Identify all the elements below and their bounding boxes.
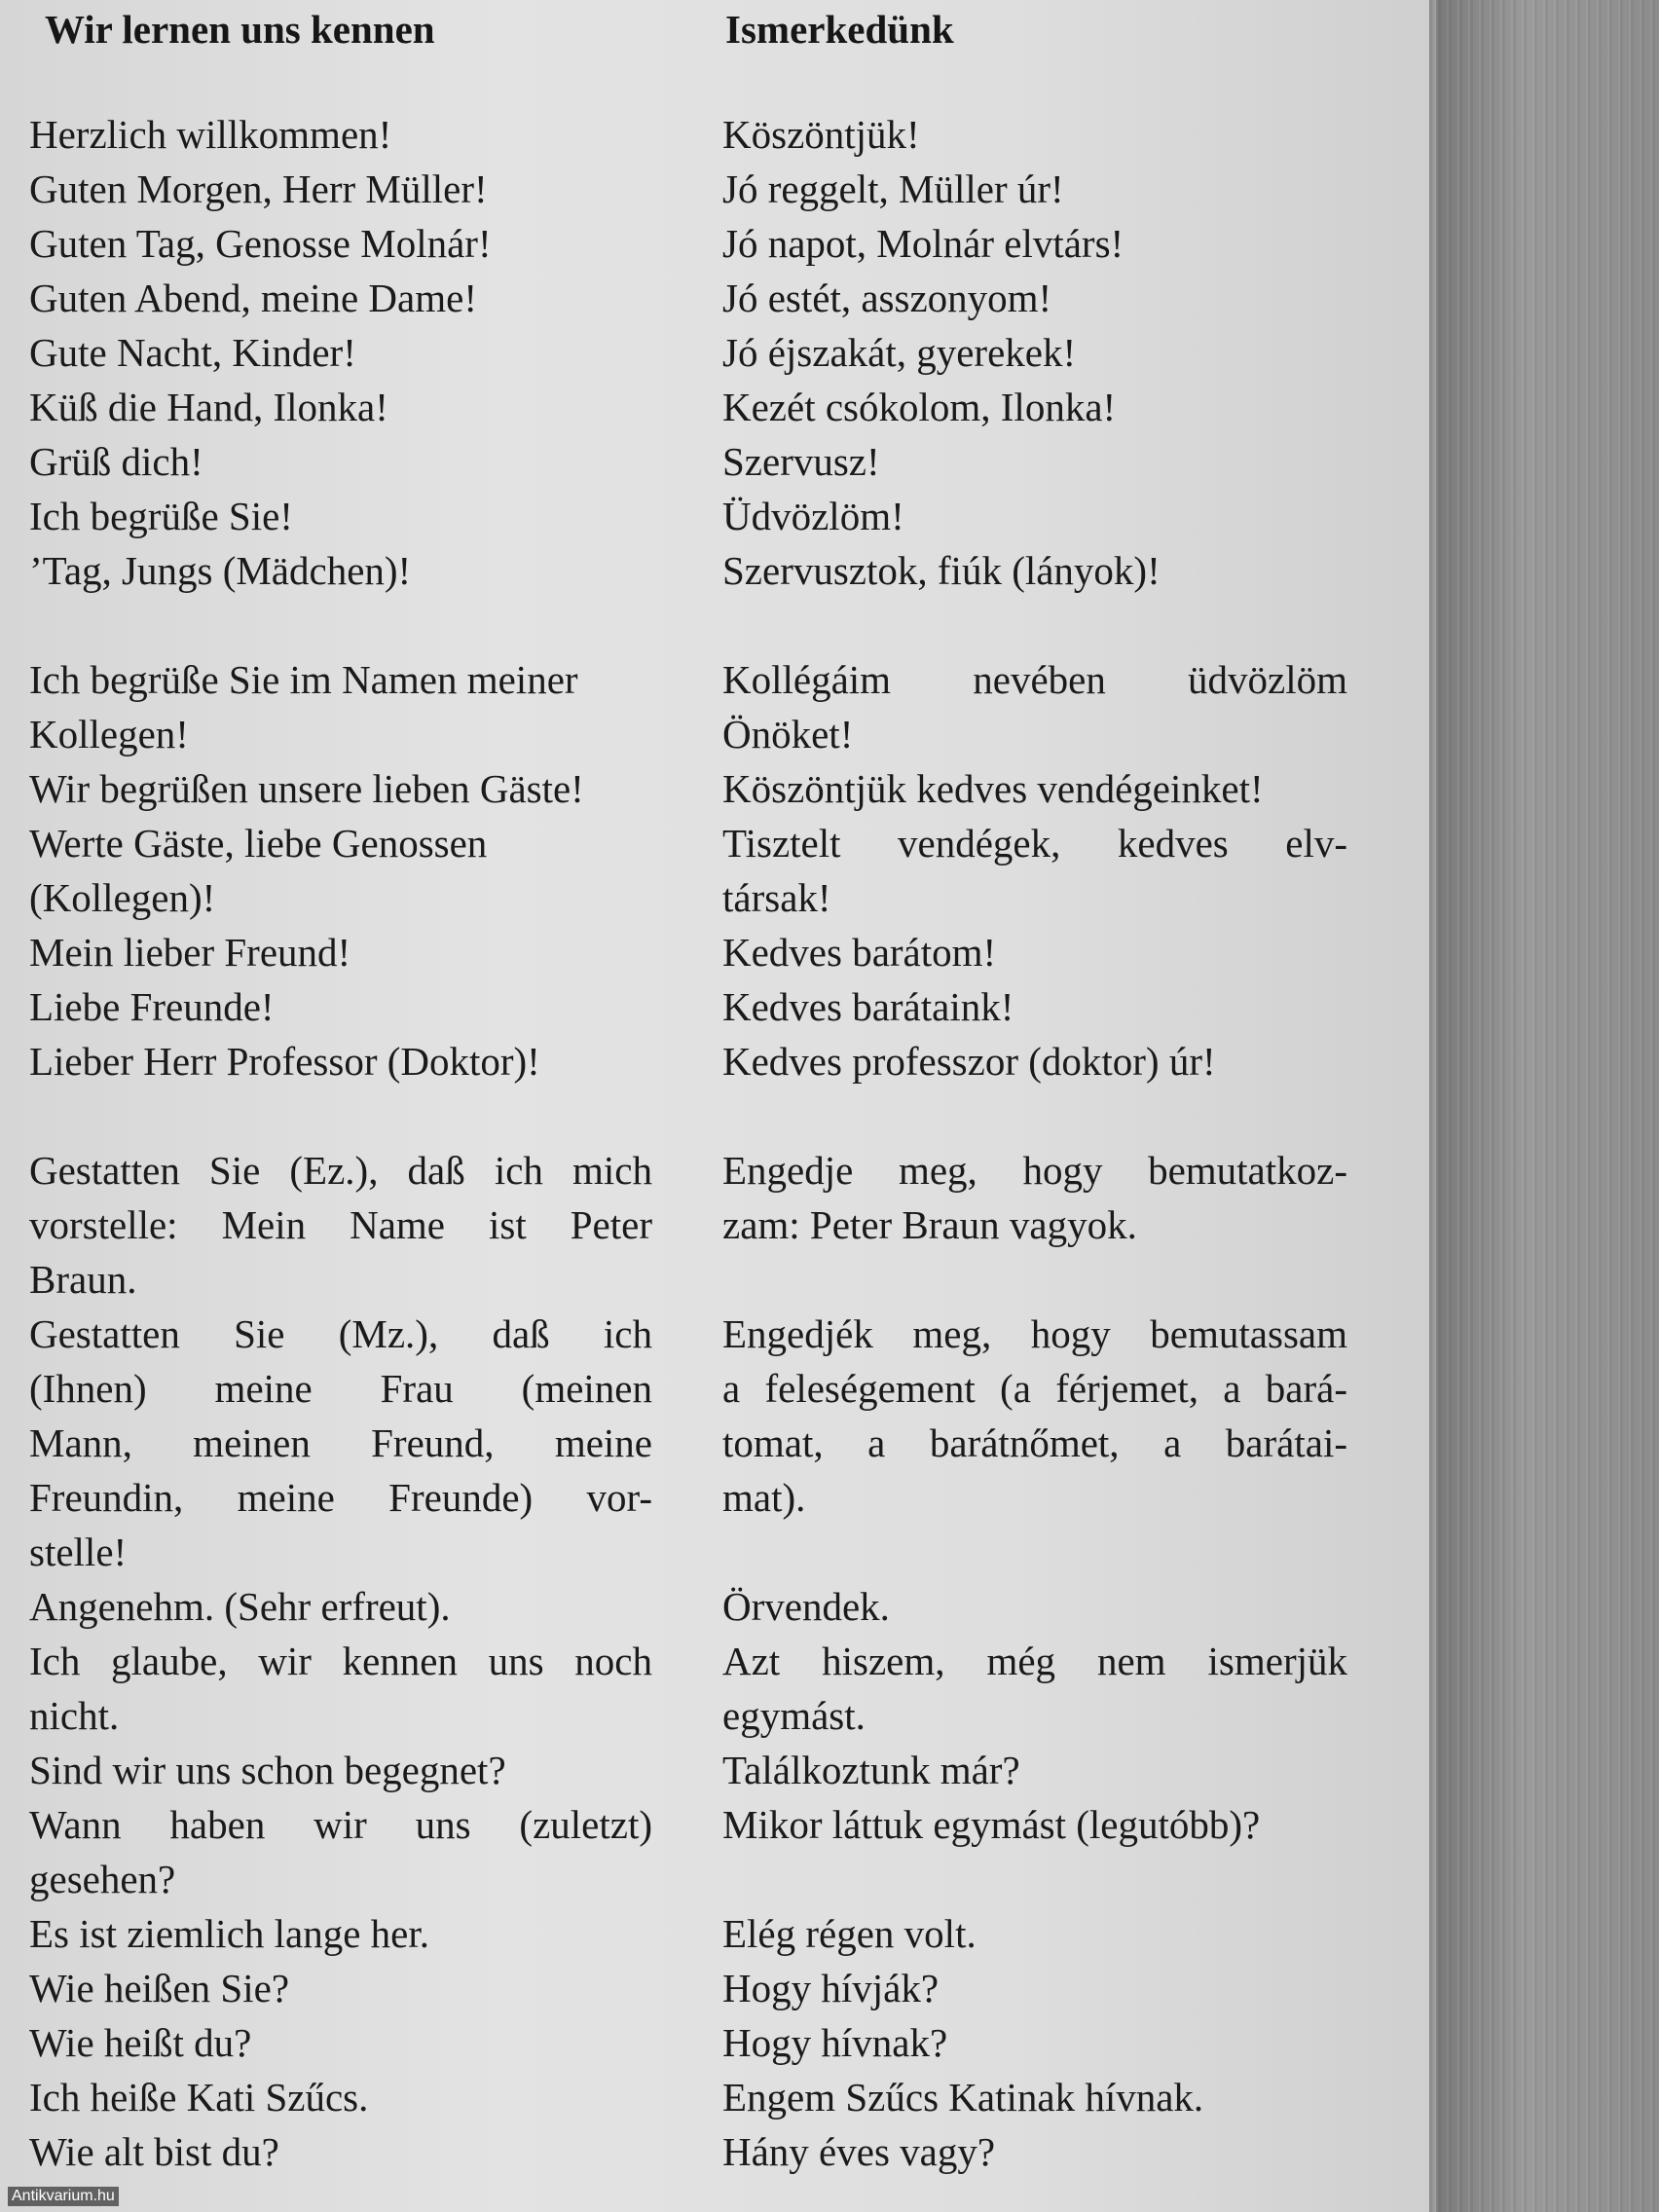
german-phrase-line: Werte Gäste, liebe Genossen — [29, 821, 488, 866]
blank-line — [722, 1852, 1347, 1906]
hungarian-phrase-line: Jó estét, asszonyom! — [722, 276, 1052, 320]
german-phrase-line: Wie heißen Sie? — [29, 1966, 290, 2010]
hungarian-phrase-line: Szervusztok, fiúk (lányok)! — [722, 548, 1161, 593]
hungarian-phrase-line: Azt hiszem, még nem ismerjük — [722, 1639, 1347, 1683]
hungarian-phrase-line: tomat, a barátnőmet, a barátai- — [722, 1420, 1347, 1465]
hungarian-phrase-line: a feleségement (a férjemet, a bará- — [722, 1366, 1347, 1411]
blank-line — [29, 1088, 652, 1143]
blank-line — [722, 1088, 1347, 1143]
german-phrase-line: Gute Nacht, Kinder! — [29, 330, 356, 375]
hungarian-phrase-line: zam: Peter Braun vagyok. — [722, 1202, 1137, 1247]
german-phrase-line: Gestatten Sie (Mz.), daß ich — [29, 1311, 652, 1356]
german-phrase-line: Herzlich willkommen! — [29, 112, 392, 157]
german-phrase-line: Sind wir uns schon begegnet? — [29, 1748, 506, 1792]
german-phrase-line: Grüß dich! — [29, 439, 203, 484]
hungarian-phrase-line: Kollégáim nevében üdvözlöm — [722, 657, 1347, 702]
german-phrase-line: Mann, meinen Freund, meine — [29, 1420, 652, 1465]
background-surface — [1436, 0, 1659, 2212]
german-phrase-line: Es ist ziemlich lange her. — [29, 1911, 430, 1956]
blank-line — [722, 1525, 1347, 1579]
hungarian-phrase-line: Jó reggelt, Müller úr! — [722, 166, 1064, 211]
german-phrase-line: nicht. — [29, 1693, 120, 1738]
hungarian-phrase-line: Engem Szűcs Katinak hívnak. — [722, 2075, 1204, 2120]
hungarian-phrase-line: Hogy hívnak? — [722, 2020, 948, 2065]
german-phrase-line: gesehen? — [29, 1857, 176, 1901]
hungarian-phrase-line: Mikor láttuk egymást (legutóbb)? — [722, 1802, 1261, 1847]
hungarian-phrase-line: Jó napot, Molnár elvtárs! — [722, 221, 1124, 266]
hungarian-phrase-line: Önöket! — [722, 712, 854, 756]
watermark: Antikvarium.hu — [8, 2187, 119, 2206]
hungarian-phrase-line: Jó éjszakát, gyerekek! — [722, 330, 1077, 375]
german-phrase-line: vorstelle: Mein Name ist Peter — [29, 1202, 652, 1247]
german-phrase-line: Angenehm. (Sehr erfreut). — [29, 1584, 451, 1629]
german-phrase-line: Wie alt bist du? — [29, 2129, 279, 2174]
hungarian-phrase-line: Kedves professzor (doktor) úr! — [722, 1039, 1216, 1084]
german-phrase-line: Guten Abend, meine Dame! — [29, 276, 477, 320]
german-phrase-line: Kollegen! — [29, 712, 189, 756]
german-phrase-line: Ich glaube, wir kennen uns noch — [29, 1639, 652, 1683]
hungarian-phrase-line: Engedje meg, hogy bemutatkoz- — [722, 1148, 1347, 1193]
blank-line — [722, 1252, 1347, 1307]
german-phrase-line: (Ihnen) meine Frau (meinen — [29, 1366, 652, 1411]
hungarian-phrase-line: Engedjék meg, hogy bemutassam — [722, 1311, 1347, 1356]
german-phrase-line: stelle! — [29, 1530, 128, 1574]
german-phrase-line: (Kollegen)! — [29, 875, 216, 920]
hungarian-phrase-line: Kedves barátaink! — [722, 984, 1014, 1029]
hungarian-heading: Ismerkedünk — [725, 7, 954, 52]
german-heading: Wir lernen uns kennen — [45, 7, 435, 52]
hungarian-phrase-line: Üdvözlöm! — [722, 494, 904, 538]
german-phrase-line: Ich heiße Kati Szűcs. — [29, 2075, 369, 2120]
hungarian-phrase-line: egymást. — [722, 1693, 866, 1738]
german-phrase-line: Wir begrüßen unsere lieben Gäste! — [29, 766, 584, 811]
german-phrase-line: ’Tag, Jungs (Mädchen)! — [29, 548, 412, 593]
german-phrase-line: Liebe Freunde! — [29, 984, 275, 1029]
german-phrase-line: Wann haben wir uns (zuletzt) — [29, 1802, 652, 1847]
german-phrase-line: Braun. — [29, 1257, 137, 1302]
german-phrase-line: Gestatten Sie (Ez.), daß ich mich — [29, 1148, 652, 1193]
german-phrase-column — [29, 107, 652, 2179]
hungarian-phrase-line: Örvendek. — [722, 1584, 890, 1629]
hungarian-phrase-line: Kedves barátom! — [722, 930, 997, 975]
german-phrase-line: Freundin, meine Freunde) vor- — [29, 1475, 652, 1520]
hungarian-phrase-line: Hogy hívják? — [722, 1966, 940, 2010]
german-phrase-line: Küß die Hand, Ilonka! — [29, 385, 388, 429]
german-phrase-line: Ich begrüße Sie im Namen meiner — [29, 657, 578, 702]
hungarian-phrase-line: Szervusz! — [722, 439, 880, 484]
german-phrase-line: Lieber Herr Professor (Doktor)! — [29, 1039, 540, 1084]
page-edge-shadow — [1429, 0, 1436, 2212]
german-phrase-line: Guten Morgen, Herr Müller! — [29, 166, 488, 211]
hungarian-phrase-line: Hány éves vagy? — [722, 2129, 996, 2174]
hungarian-phrase-line: társak! — [722, 875, 831, 920]
hungarian-phrase-line: Elég régen volt. — [722, 1911, 977, 1956]
german-phrase-line: Guten Tag, Genosse Molnár! — [29, 221, 492, 266]
german-phrase-line: Mein lieber Freund! — [29, 930, 351, 975]
german-phrase-line: Ich begrüße Sie! — [29, 494, 293, 538]
hungarian-phrase-line: Találkoztunk már? — [722, 1748, 1020, 1792]
hungarian-phrase-line: mat). — [722, 1475, 806, 1520]
hungarian-phrase-column — [722, 107, 1347, 2179]
hungarian-phrase-line: Kezét csókolom, Ilonka! — [722, 385, 1117, 429]
hungarian-phrase-line: Köszöntjük! — [722, 112, 920, 157]
hungarian-phrase-line: Tisztelt vendégek, kedves elv- — [722, 821, 1347, 866]
hungarian-phrase-line: Köszöntjük kedves vendégeinket! — [722, 766, 1264, 811]
german-phrase-line: Wie heißt du? — [29, 2020, 252, 2065]
blank-line — [722, 598, 1347, 652]
blank-line — [29, 598, 652, 652]
